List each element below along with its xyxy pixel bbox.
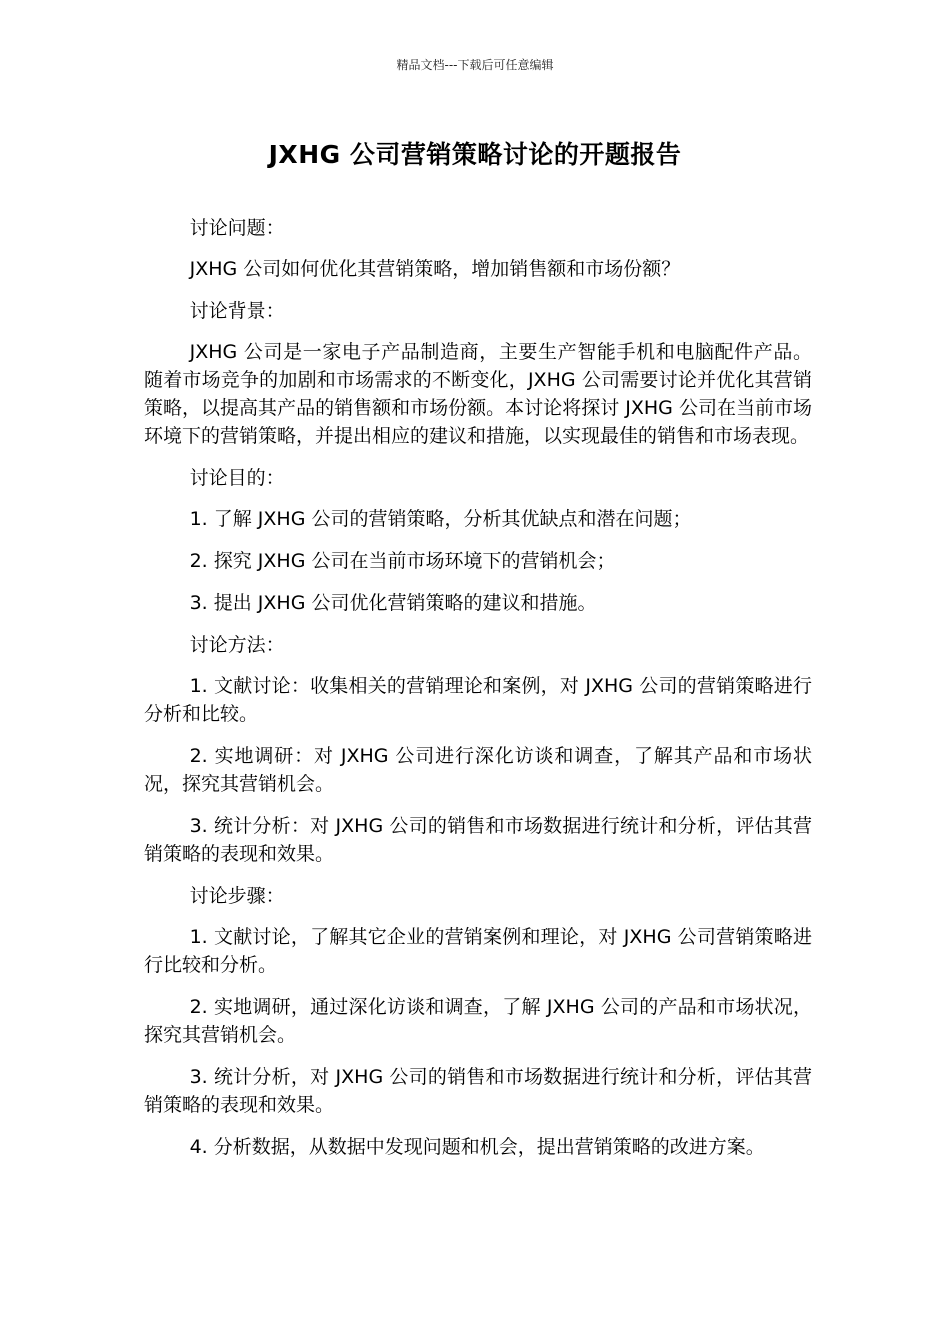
method-item: 1. 文献讨论：收集相关的营销理论和案例，对 JXHG 公司的营销策略进行分析和比较。 — [144, 675, 812, 725]
background-text: JXHG 公司是一家电子产品制造商，主要生产智能手机和电脑配件产品。随着市场竞争的加剧和市场需求的不断变化，JXHG 公司需要讨论并优化其营销策略，以提高其产品的销售额和市场份额。本讨论将探讨 JXHG 公司在当前市场环境下的营销策略，并提出相应的建议和措施，以实现最佳的销售和市场表现。 — [144, 341, 812, 447]
section-heading-steps: 讨论步骤： — [189, 885, 285, 907]
section-heading-background: 讨论背景： — [189, 300, 285, 322]
step-item: 3. 统计分析，对 JXHG 公司的销售和市场数据进行统计和分析，评估其营销策略的表现和效果。 — [144, 1066, 812, 1116]
step-item: 2. 实地调研，通过深化访谈和调查，了解 JXHG 公司的产品和市场状况，探究其营销机会。 — [144, 996, 812, 1046]
method-item: 2. 实地调研：对 JXHG 公司进行深化访谈和调查，了解其产品和市场状况，探究其营销机会。 — [144, 745, 812, 795]
section-heading-method: 讨论方法： — [189, 634, 285, 656]
section-heading-question: 讨论问题： — [189, 217, 285, 239]
page-header-note: 精品文档---下载后可任意编辑 — [396, 58, 554, 72]
purpose-item: 1. 了解 JXHG 公司的营销策略，分析其优缺点和潜在问题； — [189, 508, 692, 530]
purpose-item: 3. 提出 JXHG 公司优化营销策略的建议和措施。 — [189, 592, 597, 614]
question-text: JXHG 公司如何优化其营销策略，增加销售额和市场份额？ — [189, 258, 681, 280]
section-heading-purpose: 讨论目的： — [189, 467, 285, 489]
purpose-item: 2. 探究 JXHG 公司在当前市场环境下的营销机会； — [189, 550, 616, 572]
step-item: 1. 文献讨论，了解其它企业的营销案例和理论，对 JXHG 公司营销策略进行比较和分析。 — [144, 926, 812, 976]
document-body — [144, 214, 812, 1175]
method-item: 3. 统计分析：对 JXHG 公司的销售和市场数据进行统计和分析，评估其营销策略的表现和效果。 — [144, 815, 812, 865]
document-title: JXHG 公司营销策略讨论的开题报告 — [268, 140, 682, 169]
step-item: 4. 分析数据，从数据中发现问题和机会，提出营销策略的改进方案。 — [189, 1136, 765, 1158]
